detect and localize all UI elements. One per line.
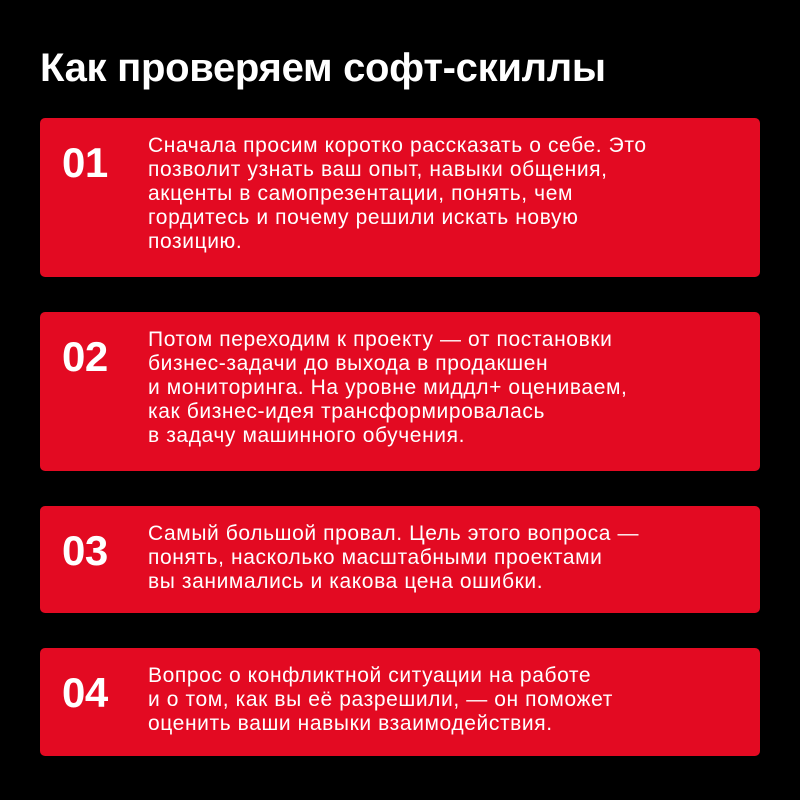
card-text <box>148 522 748 594</box>
card-number: 04 <box>62 669 108 716</box>
card-text-line: вы занимались и какова цена ошибки. <box>148 570 544 593</box>
card-text-line: понять, насколько масштабными проектами <box>148 546 603 569</box>
soft-skill-card-4 <box>40 648 760 756</box>
card-text <box>148 664 748 736</box>
card-number: 01 <box>62 139 108 186</box>
card-text-line: Потом переходим к проекту — от постановки <box>148 328 613 351</box>
card-text-line: акценты в самопрезентации, понять, чем <box>148 182 574 205</box>
card-text-line: как бизнес-идея трансформировалась <box>148 400 545 423</box>
card-text-line: позволит узнать ваш опыт, навыки общения, <box>148 158 608 181</box>
card-text-line: в задачу машинного обучения. <box>148 424 466 447</box>
soft-skill-card-2 <box>40 312 760 471</box>
card-text <box>148 134 748 254</box>
page-title: Как проверяем софт-скиллы <box>40 46 606 90</box>
card-text-line: оценить ваши навыки взаимодействия. <box>148 712 553 735</box>
card-text-line: Вопрос о конфликтной ситуации на работе <box>148 664 592 687</box>
soft-skill-card-3 <box>40 506 760 613</box>
card-text-line: и о том, как вы её разрешили, — он поможет <box>148 688 613 711</box>
card-text-line: бизнес-задачи до выхода в продакшен <box>148 352 549 375</box>
card-text-line: позицию. <box>148 230 243 253</box>
card-text-line: гордитесь и почему решили искать новую <box>148 206 579 229</box>
card-text-line: Самый большой провал. Цель этого вопроса — <box>148 522 640 545</box>
soft-skill-card-1 <box>40 118 760 277</box>
card-number: 02 <box>62 333 108 380</box>
card-text <box>148 328 748 448</box>
card-text-line: и мониторинга. На уровне миддл+ оцениваем, <box>148 376 628 399</box>
card-number: 03 <box>62 527 108 574</box>
card-text-line: Сначала просим коротко рассказать о себе. Это <box>148 134 647 157</box>
